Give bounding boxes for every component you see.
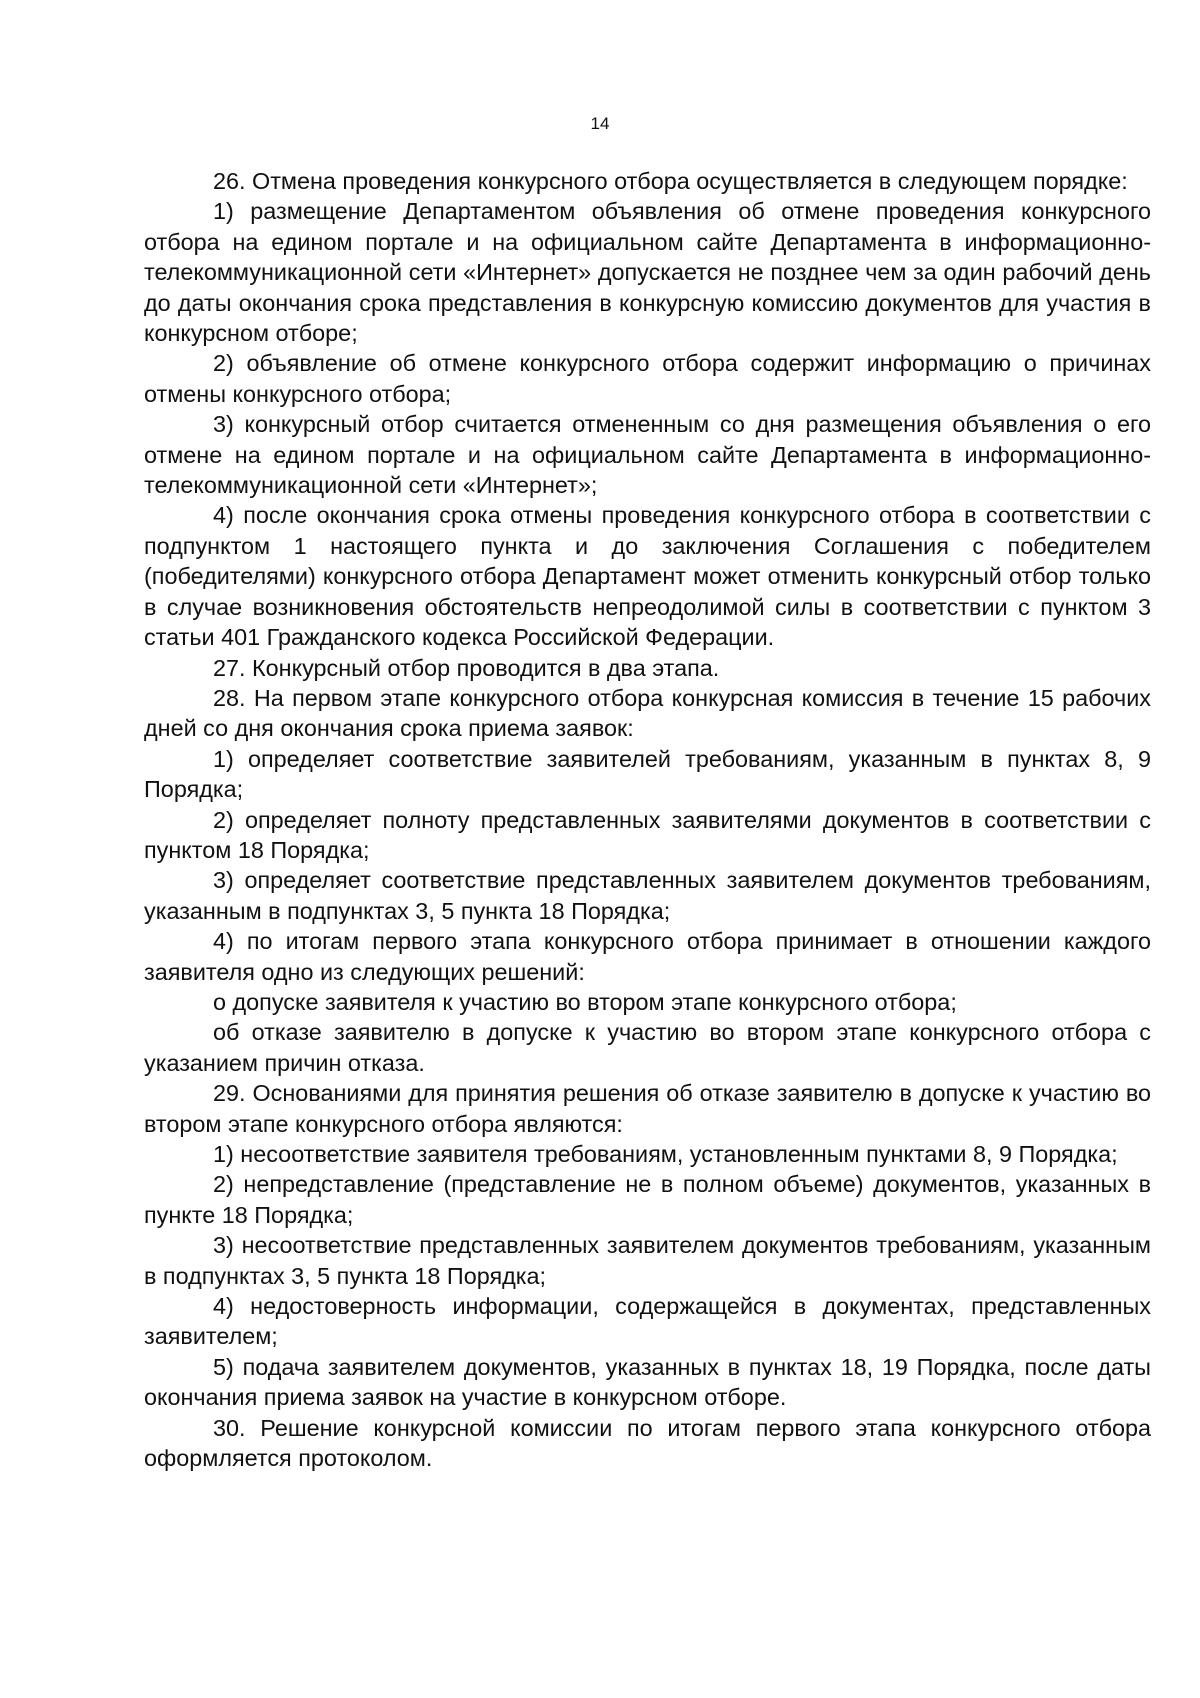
paragraph-29-item-1: 1) несоответствие заявителя требованиям, установленным пунктами 8, 9 Порядка;: [213, 1141, 1118, 1167]
document-body: [144, 166, 1151, 1473]
paragraph-28-decision-refuse: об отказе заявителю в допуске к участию во втором этапе конкурсного отбора с указанием причин отказа.: [144, 1019, 1151, 1076]
paragraph-28-item-1: 1) определяет соответствие заявителей требованиям, указанным в пунктах 8, 9 Порядка;: [144, 745, 1151, 803]
paragraph-29-item-4: 4) недостоверность информации, содержащейся в документах, представленных заявителем;: [144, 1293, 1151, 1350]
paragraph-27: 27. Конкурсный отбор проводится в два этапа.: [213, 654, 720, 681]
paragraph-29: 29. Основаниями для принятия решения об отказе заявителю в допуске к участию во втором этапе конкурсного отбора являются:: [144, 1080, 1151, 1137]
paragraph-28-item-2: 2) определяет полноту представленных заявителями документов в соответствии с пунктом 18 Порядка;: [144, 806, 1151, 863]
paragraph-28-item-4: 4) по итогам первого этапа конкурсного отбора принимает в отношении каждого заявителя одно из следующих решений:: [144, 928, 1151, 985]
paragraph-26-item-1: 1) размещение Департаментом объявления об отмене проведения конкурсного отбора на едином портале и на официальном сайте Департамента в информационно-телекоммуникационной сети «Интернет» допускается не позднее чем за один рабочий день до даты окончания срока представления в конкурсную комиссию документов для участия в конкурсном отборе;: [144, 198, 1151, 347]
paragraph-28-decision-admit: о допуске заявителя к участию во втором этапе конкурсного отбора;: [213, 988, 957, 1015]
paragraph-29-item-2: 2) непредставление (представление не в полном объеме) документов, указанных в пункте 18 Порядка;: [144, 1171, 1151, 1228]
paragraph-26-item-4: 4) после окончания срока отмены проведения конкурсного отбора в соответствии с подпунктом 1 настоящего пункта и до заключения Соглашения с победителем (победителями) конкурсного отбора Департамент может отменить конкурсный отбор только в случае возникновения обстоятельств непреодолимой силы в соответствии с пунктом 3 статьи 401 Гражданского кодекса Российской Федерации.: [144, 502, 1151, 651]
paragraph-30: 30. Решение конкурсной комиссии по итогам первого этапа конкурсного отбора оформляется протоколом.: [144, 1414, 1151, 1472]
paragraph-28: 28. На первом этапе конкурсного отбора конкурсная комиссия в течение 15 рабочих дней со дня окончания срока приема заявок:: [144, 684, 1151, 742]
page-number: 14: [590, 114, 610, 133]
paragraph-29-item-5: 5) подача заявителем документов, указанных в пунктах 18, 19 Порядка, после даты окончания приема заявок на участие в конкурсном отборе.: [144, 1353, 1151, 1411]
paragraph-26: 26. Отмена проведения конкурсного отбора осуществляется в следующем порядке:: [213, 168, 1128, 194]
paragraph-26-item-2: 2) объявление об отмене конкурсного отбора содержит информацию о причинах отмены конкурсного отбора;: [144, 350, 1151, 407]
paragraph-28-item-3: 3) определяет соответствие представленных заявителем документов требованиям, указанным в подпунктах 3, 5 пункта 18 Порядка;: [144, 867, 1151, 924]
paragraph-29-item-3: 3) несоответствие представленных заявителем документов требованиям, указанным в подпунктах 3, 5 пункта 18 Порядка;: [144, 1232, 1151, 1289]
paragraph-26-item-3: 3) конкурсный отбор считается отмененным со дня размещения объявления о его отмене на едином портале и на официальном сайте Департамента в информационно-телекоммуникационной сети «Интернет»;: [144, 411, 1151, 499]
